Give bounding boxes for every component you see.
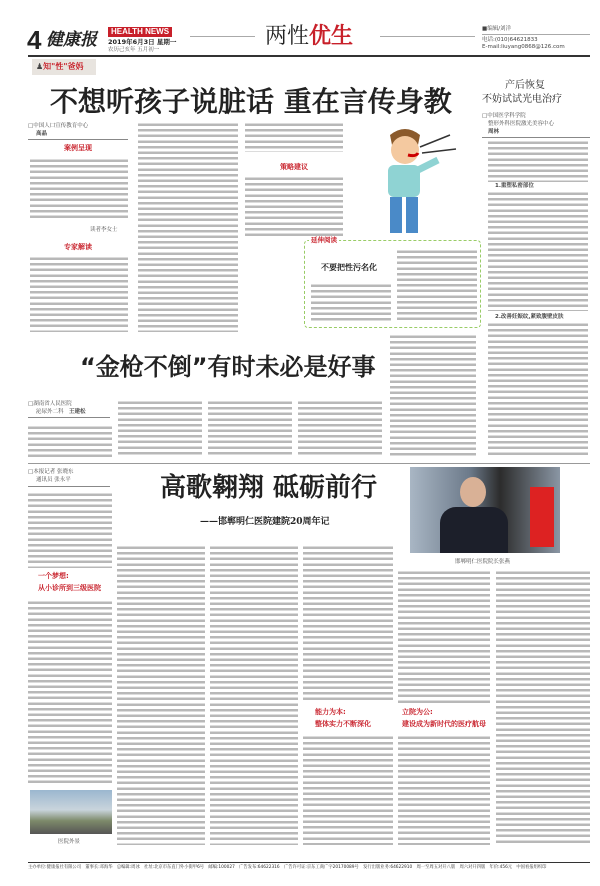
editor-email: E-mail:liuyang0868@126.com [482,44,565,50]
article1-author-org: □中国人口宣传教育中心 [28,123,89,129]
article3-col6 [496,570,590,845]
article3-col1b [28,600,112,785]
photo-flag [530,487,554,547]
subhead-strategy: 策略建议 [280,163,308,171]
box-title: 延伸阅读 [311,236,337,244]
box-text-right [397,249,477,323]
right-headline-1: 产后恢复 [505,80,545,91]
right-subhead-2: 2.改善妊娠纹,紧致腹壁皮肤 [495,314,564,320]
section-title-a: 两性 [265,24,310,49]
lunar-date: 农历己亥年 五月初一 [108,47,160,53]
hospital-photo [30,790,112,834]
article3-col1a [28,492,112,568]
photo-suit [440,507,508,553]
right-headline-2: 不妨试试光电治疗 [482,94,562,105]
subhead-dream-b: 从小诊所到三级医院 [38,584,101,592]
person-icon: ♟ [36,62,44,71]
article3-headline: 高歌翱翔 砥砺前行 [160,473,378,503]
signature: 读者李女士 [90,227,118,233]
subhead-expert: 专家解读 [64,243,92,251]
article2-author-name: 王建松 [69,409,86,415]
article2-author [36,408,86,416]
illustration-shouting-child [350,125,470,235]
subhead-case: 案例呈现 [64,144,92,152]
hospital-photo-caption: 医院外景 [58,839,81,845]
article2-col2 [118,400,202,457]
article3-col4b [303,735,393,845]
article2-dept: 泌尿外二科 [36,409,64,415]
brand-badge: HEALTH NEWS [108,27,172,37]
main-headline: 不想听孩子说脏话 重在言传身教 [50,85,452,118]
article3-col4a [303,545,393,703]
issue-date: 2019年6月3日 星期一 [108,38,177,46]
expert-text [30,256,128,332]
column-tag [32,59,96,75]
article2-col4 [298,400,382,457]
right-author-org: □中国医学科学院 [482,113,526,119]
article2-col1 [28,425,112,457]
photo-caption: 邯郸明仁医院院长张燕 [455,559,511,565]
right-text-2 [488,191,588,311]
article1-col3a [245,122,343,152]
article2-col5 [390,334,476,458]
section-title [265,24,353,50]
right-author: 周林 [488,129,500,135]
article3-col3 [210,545,298,845]
article3-author-1: □本报记者 张晓东 [28,469,74,475]
director-photo [410,467,560,553]
article2-headline: “金枪不倒”有时未必是好事 [80,353,376,381]
page-number: 4 [27,25,42,55]
section-title-b: 优生 [309,24,354,49]
subhead-dream-a: 一个梦想: [38,572,69,580]
article2-author-org: □湖南省人民医院 [28,401,72,407]
article3-author-2: 通讯员 张永平 [36,477,71,483]
article2-col3 [208,400,292,457]
editor-info: ■编辑/刘洋 [482,26,512,32]
right-author-dept: 整形外科医院激光美容中心 [488,121,555,127]
subhead-public-b: 建设成为新时代的医疗航母 [402,720,486,728]
article1-col3b [245,176,343,236]
column-tag-label: 知"性"爸妈 [43,62,84,71]
subhead-ability-a: 能力为本: [315,708,346,716]
box-text-left [311,283,391,323]
extended-reading-box [304,236,481,328]
case-text [30,158,128,220]
footer-imprint: 主办单位:健康报社有限公司 董事长:邓海华 总编辑:周冰 社址:北京市东直门外小街甲6号 邮编:100027 广告发布:64622316 广告许可证:京东工商广字20170089号 发行出版业务:64622910 周一至周五对开八版 周六对开四版 年价:456元 中国看报组织印 [28,865,547,870]
right-text-1 [488,140,588,182]
article3-col5a [398,570,490,705]
article3-subtitle: ——邯郸明仁医院建院20周年记 [200,517,330,527]
editor-phone: 电话:(010)64621833 [482,37,538,43]
article1-author: 高晶 [36,131,48,137]
photo-person [460,477,486,507]
article3-col5b [398,735,490,845]
box-headline: 不要把性污名化 [321,263,377,272]
masthead-logo: 健康报 [46,30,97,50]
right-text-3 [488,322,588,457]
subhead-ability-b: 整体实力不断深化 [315,720,371,728]
article3-col2 [117,545,205,845]
article1-col2 [138,122,238,332]
subhead-public-a: 立院为公: [402,708,433,716]
right-subhead-1: 1.重塑私密部位 [495,183,534,189]
